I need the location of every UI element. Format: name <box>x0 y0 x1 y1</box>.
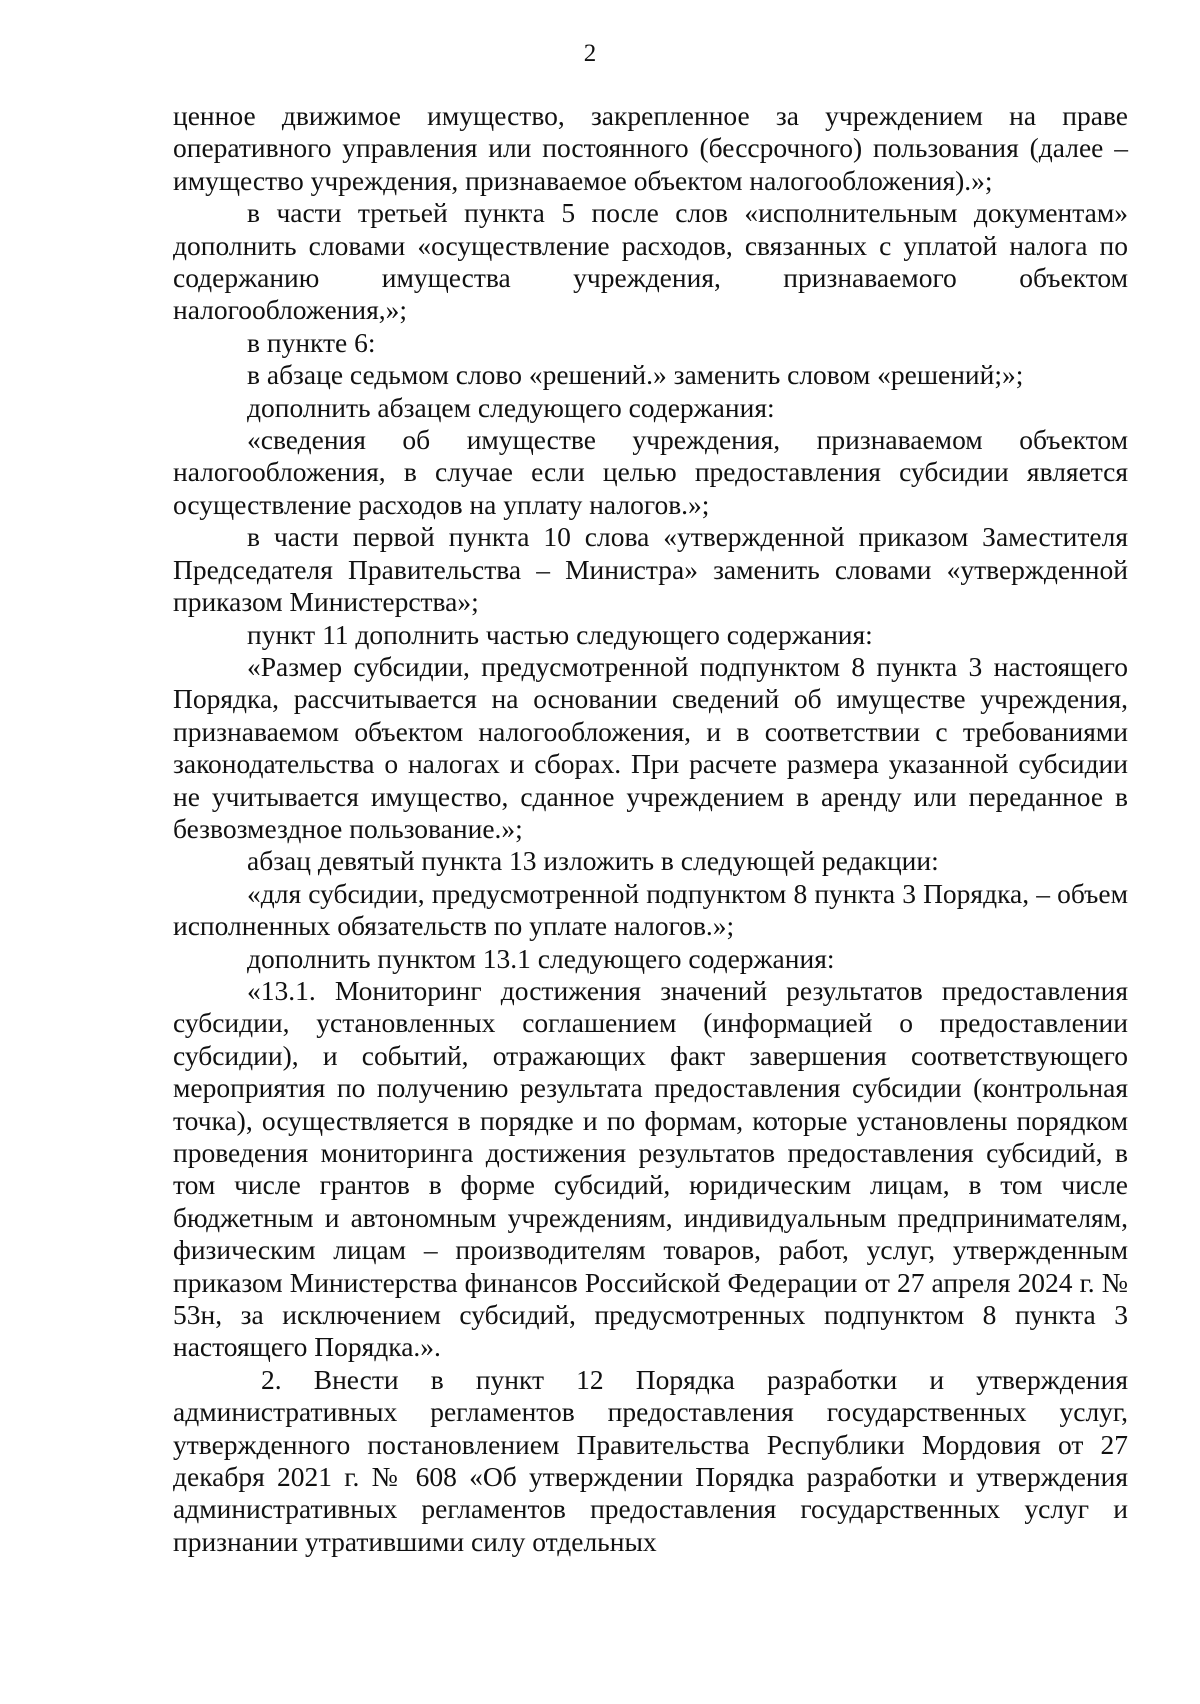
paragraph-item-11: пункт 11 дополнить частью следующего содержания: <box>247 618 873 650</box>
paragraph-item-5: в части третьей пункта 5 после слов «исполнительным документам» дополнить словами «осуществление расходов, связанных с уплатой налога по содержанию имущества учреждения, признаваемого объектом налогообложения,»; <box>173 197 1128 326</box>
paragraph-item-10: в части первой пункта 10 слова «утвержденной приказом Заместителя Председателя Правительства – Министра» заменить словами «утвержденной приказом Министерства»; <box>173 521 1128 618</box>
paragraph-item-13-1: дополнить пунктом 13.1 следующего содержания: <box>247 942 835 974</box>
page-number: 2 <box>583 40 597 67</box>
paragraph-svedeniya: «сведения об имуществе учреждения, признаваемом объектом налогообложения, в случае если целью предоставления субсидии является осуществление расходов на уплату налогов.»; <box>173 424 1128 520</box>
paragraph-razmer-subsidii: «Размер субсидии, предусмотренной подпунктом 8 пункта 3 настоящего Порядка, рассчитывается на основании сведений об имуществе учреждения, признаваемом объектом налогообложения, и в соответствии с требованиями законодательства о налогах и сборах. При расчете размера указанной субсидии не учитывается имущество, сданное учреждением в аренду или переданное в безвозмездное пользование.»; <box>173 650 1128 844</box>
document-body <box>173 100 1128 1558</box>
paragraph-add-abzac: дополнить абзацем следующего содержания: <box>247 391 775 423</box>
paragraph-monitoring: «13.1. Мониторинг достижения значений результатов предоставления субсидии, установленных соглашением (информацией о предоставлении субсидии), и событий, отражающих факт завершения соответствующего мероприятия по получению результата предоставления субсидии (контрольная точка), осуществляется в порядке и по формам, которые установлены порядком проведения мониторинга достижения результатов предоставления субсидий, в том числе грантов в форме субсидий, юридическим лицам, в том числе бюджетным и автономным учреждениям, индивидуальным предпринимателям, физическим лицам – производителям товаров, работ, услуг, утвержденным приказом Министерства финансов Российской Федерации от 27 апреля 2024 г. № 53н, за исключением субсидий, предусмотренных подпунктом 8 пункта 3 настоящего Порядка.». <box>173 974 1128 1363</box>
paragraph-item-13: абзац девятый пункта 13 изложить в следующей редакции: <box>247 845 939 877</box>
paragraph-abzac-7: в абзаце седьмом слово «решений.» заменить словом «решений;»; <box>247 359 1024 391</box>
paragraph-dlya-subsidii: «для субсидии, предусмотренной подпунктом 8 пункта 3 Порядка, – объем исполненных обязательств по уплате налогов.»; <box>173 877 1128 942</box>
paragraph-continuation: ценное движимое имущество, закрепленное за учреждением на праве оперативного управления или постоянного (бессрочного) пользования (далее – имущество учреждения, признаваемое объектом налогообложения).»; <box>173 100 1128 196</box>
paragraph-item-6: в пункте 6: <box>247 326 376 358</box>
paragraph-section-2: 2. Внести в пункт 12 Порядка разработки и утверждения административных регламентов предоставления государственных услуг, утвержденного постановлением Правительства Республики Мордовия от 27 декабря 2021 г. № 608 «Об утверждении Порядка разработки и утверждения административных регламентов предоставления государственных услуг и признании утратившими силу отдельных <box>173 1363 1128 1557</box>
